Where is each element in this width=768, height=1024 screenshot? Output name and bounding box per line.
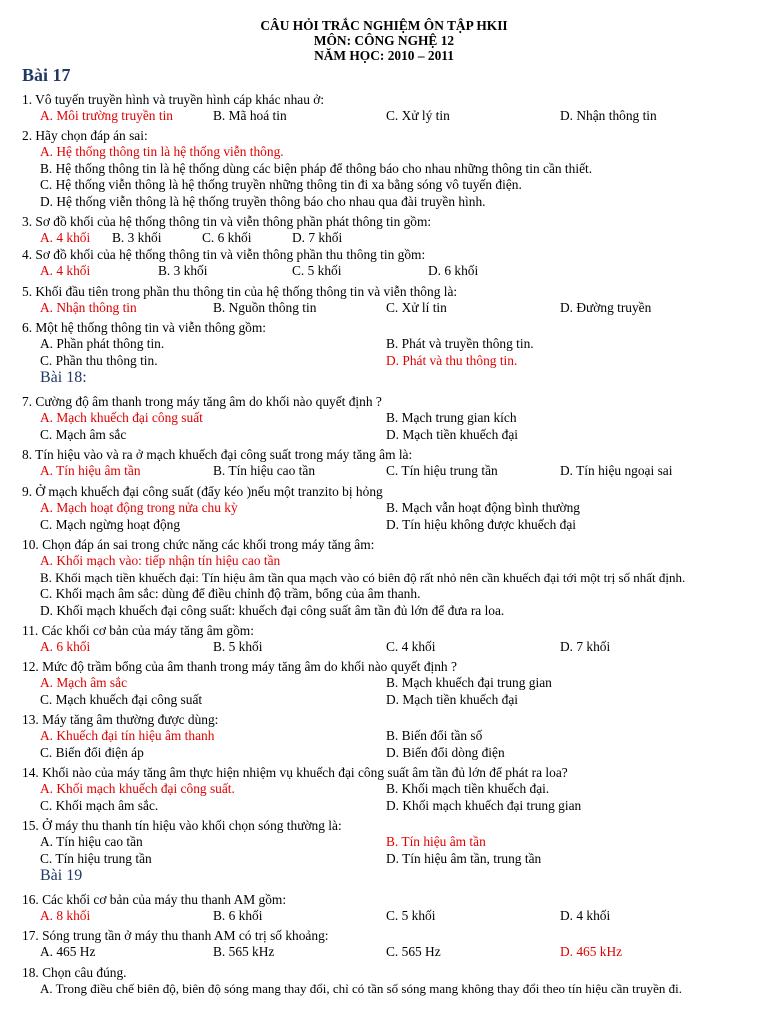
option-a: A. 4 khối — [40, 263, 91, 279]
doc-subject: MÔN: CÔNG NGHỆ 12 — [313, 33, 455, 48]
option-a: A. Nhận thông tin — [40, 300, 137, 316]
question-12 — [22, 659, 762, 708]
option-c: C. Mạch ngừng hoạt động — [40, 516, 181, 532]
document-header — [0, 18, 768, 63]
doc-title: CÂU HỎI TRẮC NGHIỆM ÔN TẬP HKII — [260, 18, 508, 33]
option-a: A. 6 khối — [40, 639, 91, 655]
question-text: 15. Ở máy thu thanh tín hiệu vào khối chọn sóng thường là: — [22, 818, 342, 833]
option-d: D. 6 khối — [428, 263, 479, 279]
option-d: D. Tín hiệu âm tần, trung tần — [386, 850, 542, 866]
question-text: 12. Mức độ trầm bổng của âm thanh trong máy tăng âm do khối nào quyết định ? — [22, 659, 457, 674]
option-c: C. Xử lí tin — [386, 300, 447, 316]
option-d: D. Tín hiệu ngoại sai — [560, 463, 673, 479]
question-15 — [22, 818, 762, 867]
option-d: D. Khối mạch khuếch đại công suất: khuếch đại công suất âm tần đủ lớn để đưa ra loa. — [40, 602, 505, 618]
option-a: A. Khối mạch khuếch đại công suất. — [40, 781, 235, 797]
question-2 — [22, 128, 762, 210]
option-a: A. 4 khối — [40, 230, 91, 246]
option-b: B. Khối mạch tiền khuếch đại: Tín hiệu âm tần qua mạch vào có biên độ rất nhỏ nên cần khuếch đại tới một trị số nhất định. — [40, 569, 686, 585]
option-a: A. Trong điều chế biên độ, biên độ sóng mang thay đổi, chỉ có tần số sóng mang không thay đổi theo tín hiệu cần truyền đi. — [40, 981, 682, 997]
option-d: D. Phát và thu thông tin. — [386, 352, 518, 368]
question-text: 14. Khối nào của máy tăng âm thực hiện nhiệm vụ khuếch đại công suất âm tần đủ lớn để phát ra loa? — [22, 765, 568, 780]
question-7 — [22, 394, 762, 443]
question-18 — [22, 965, 762, 998]
option-d: D. Khối mạch khuếch đại trung gian — [386, 797, 582, 813]
question-text: 5. Khối đầu tiên trong phần thu thông tin của hệ thống thông tin và viễn thông là: — [22, 284, 458, 299]
option-a: A. Hệ thống thông tin là hệ thống viễn thông. — [40, 144, 284, 160]
question-9 — [22, 484, 762, 533]
option-a: A. Mạch khuếch đại công suất — [40, 410, 203, 426]
option-a: A. Môi trường truyền tin — [40, 108, 173, 124]
option-b: B. Biến đổi tần số — [386, 728, 483, 744]
option-d: D. Hệ thống viễn thông là hệ thống truyền thông báo cho nhau qua đài truyền hình. — [40, 193, 486, 209]
option-a: A. 8 khối — [40, 908, 91, 924]
option-d: D. Mạch tiền khuếch đại — [386, 426, 519, 442]
option-b: B. Tín hiệu âm tần — [386, 834, 486, 850]
question-6 — [22, 320, 762, 369]
question-text: 11. Các khối cơ bản của máy tăng âm gồm: — [22, 623, 254, 638]
option-c: C. Tín hiệu trung tần — [40, 850, 152, 866]
option-d: D. 4 khối — [560, 908, 611, 924]
section-heading-bai-18: Bài 18: — [40, 369, 87, 386]
option-b: B. Tín hiệu cao tần — [213, 463, 316, 479]
option-c: C. Khối mạch âm sắc. — [40, 797, 159, 813]
question-8 — [22, 447, 762, 480]
option-b: B. Nguồn thông tin — [213, 300, 317, 316]
option-b: B. Mã hoá tin — [213, 108, 287, 124]
option-c: C. Tín hiệu trung tần — [386, 463, 498, 479]
option-d: D. 7 khối — [560, 639, 611, 655]
question-16 — [22, 892, 762, 925]
option-b: B. Mạch vẫn hoạt động bình thường — [386, 500, 580, 516]
question-14 — [22, 765, 762, 814]
option-d: D. 465 kHz — [560, 944, 623, 960]
option-d: D. Mạch tiền khuếch đại — [386, 691, 519, 707]
question-text: 18. Chọn câu đúng. — [22, 965, 127, 980]
question-text: 6. Một hệ thống thông tin và viễn thông gồm: — [22, 320, 266, 335]
option-c: C. Khối mạch âm sắc: dùng để điều chỉnh độ trầm, bổng của âm thanh. — [40, 586, 421, 602]
question-text: 4. Sơ đồ khối của hệ thống thông tin và viễn thông phần thu thông tin gồm: — [22, 247, 426, 262]
question-3 — [22, 214, 762, 247]
option-b: B. Khối mạch tiền khuếch đại. — [386, 781, 550, 797]
option-c: C. 4 khối — [386, 639, 436, 655]
option-d: D. Đường truyền — [560, 300, 652, 316]
option-c: C. 5 khối — [386, 908, 436, 924]
option-b: B. 5 khối — [213, 639, 263, 655]
option-b: B. 565 kHz — [213, 944, 275, 960]
question-text: 10. Chọn đáp án sai trong chức năng các khối trong máy tăng âm: — [22, 537, 375, 552]
question-17 — [22, 928, 762, 961]
option-a: A. Phần phát thông tin. — [40, 336, 165, 352]
option-d: D. Nhận thông tin — [560, 108, 657, 124]
question-text: 9. Ở mạch khuếch đại công suất (đẩy kéo )nếu một tranzito bị hỏng — [22, 484, 383, 499]
option-a: A. Khối mạch vào: tiếp nhận tín hiệu cao tần — [40, 553, 281, 569]
option-b: B. Mạch khuếch đại trung gian — [386, 675, 552, 691]
option-b: B. Mạch trung gian kích — [386, 410, 517, 426]
option-c: C. 5 khối — [292, 263, 342, 279]
question-text: 13. Máy tăng âm thường được dùng: — [22, 712, 219, 727]
question-text: 3. Sơ đồ khối của hệ thống thông tin và viễn thông phần phát thông tin gồm: — [22, 214, 432, 229]
option-d: D. 7 khối — [292, 230, 343, 246]
option-b: B. 3 khối — [112, 230, 162, 246]
question-text: 17. Sóng trung tần ở máy thu thanh AM có trị số khoảng: — [22, 928, 329, 943]
option-a: A. Mạch âm sắc — [40, 675, 128, 691]
option-a: A. Khuếch đại tín hiệu âm thanh — [40, 728, 215, 744]
option-a: A. Tín hiệu âm tần — [40, 463, 141, 479]
option-c: C. Biến đổi điện áp — [40, 744, 144, 760]
question-1 — [22, 92, 762, 125]
option-b: B. 6 khối — [213, 908, 263, 924]
option-d: D. Tín hiệu không được khuếch đại — [386, 516, 576, 532]
option-c: C. Hệ thống viễn thông là hệ thống truyền những thông tin đi xa bằng sóng vô tuyến điện. — [40, 177, 522, 193]
question-text: 16. Các khối cơ bản của máy thu thanh AM gồm: — [22, 892, 287, 907]
option-c: C. 6 khối — [202, 230, 252, 246]
option-a: A. Mạch hoạt động trong nửa chu kỳ — [40, 500, 238, 516]
option-d: D. Biến đổi dòng điện — [386, 744, 505, 760]
section-heading-bai-19: Bài 19 — [40, 867, 83, 884]
section-heading-bai-17: Bài 17 — [22, 65, 71, 85]
option-b: B. 3 khối — [158, 263, 208, 279]
option-a: A. Tín hiệu cao tần — [40, 834, 143, 850]
question-10 — [22, 537, 762, 619]
question-5 — [22, 284, 762, 317]
option-c: C. Phần thu thông tin. — [40, 352, 158, 368]
question-text: 8. Tín hiệu vào và ra ở mạch khuếch đại công suất trong máy tăng âm là: — [22, 447, 413, 462]
option-b: B. Hệ thống thông tin là hệ thống dùng các biện pháp để thông báo cho nhau những thông tin cần thiết. — [40, 160, 593, 176]
question-11 — [22, 623, 762, 656]
option-a: A. 465 Hz — [40, 944, 96, 960]
question-13 — [22, 712, 762, 761]
doc-school-year: NĂM HỌC: 2010 – 2011 — [314, 48, 454, 63]
question-text: 1. Vô tuyến truyền hình và truyền hình cáp khác nhau ở: — [22, 92, 325, 107]
option-c: C. Xử lý tin — [386, 108, 450, 124]
option-c: C. Mạch âm sắc — [40, 426, 127, 442]
option-b: B. Phát và truyền thông tin. — [386, 336, 534, 352]
option-c: C. Mạch khuếch đại công suất — [40, 691, 203, 707]
question-text: 7. Cường độ âm thanh trong máy tăng âm do khối nào quyết định ? — [22, 394, 382, 409]
question-4 — [22, 247, 762, 280]
question-text: 2. Hãy chọn đáp án sai: — [22, 128, 148, 143]
option-c: C. 565 Hz — [386, 944, 441, 960]
